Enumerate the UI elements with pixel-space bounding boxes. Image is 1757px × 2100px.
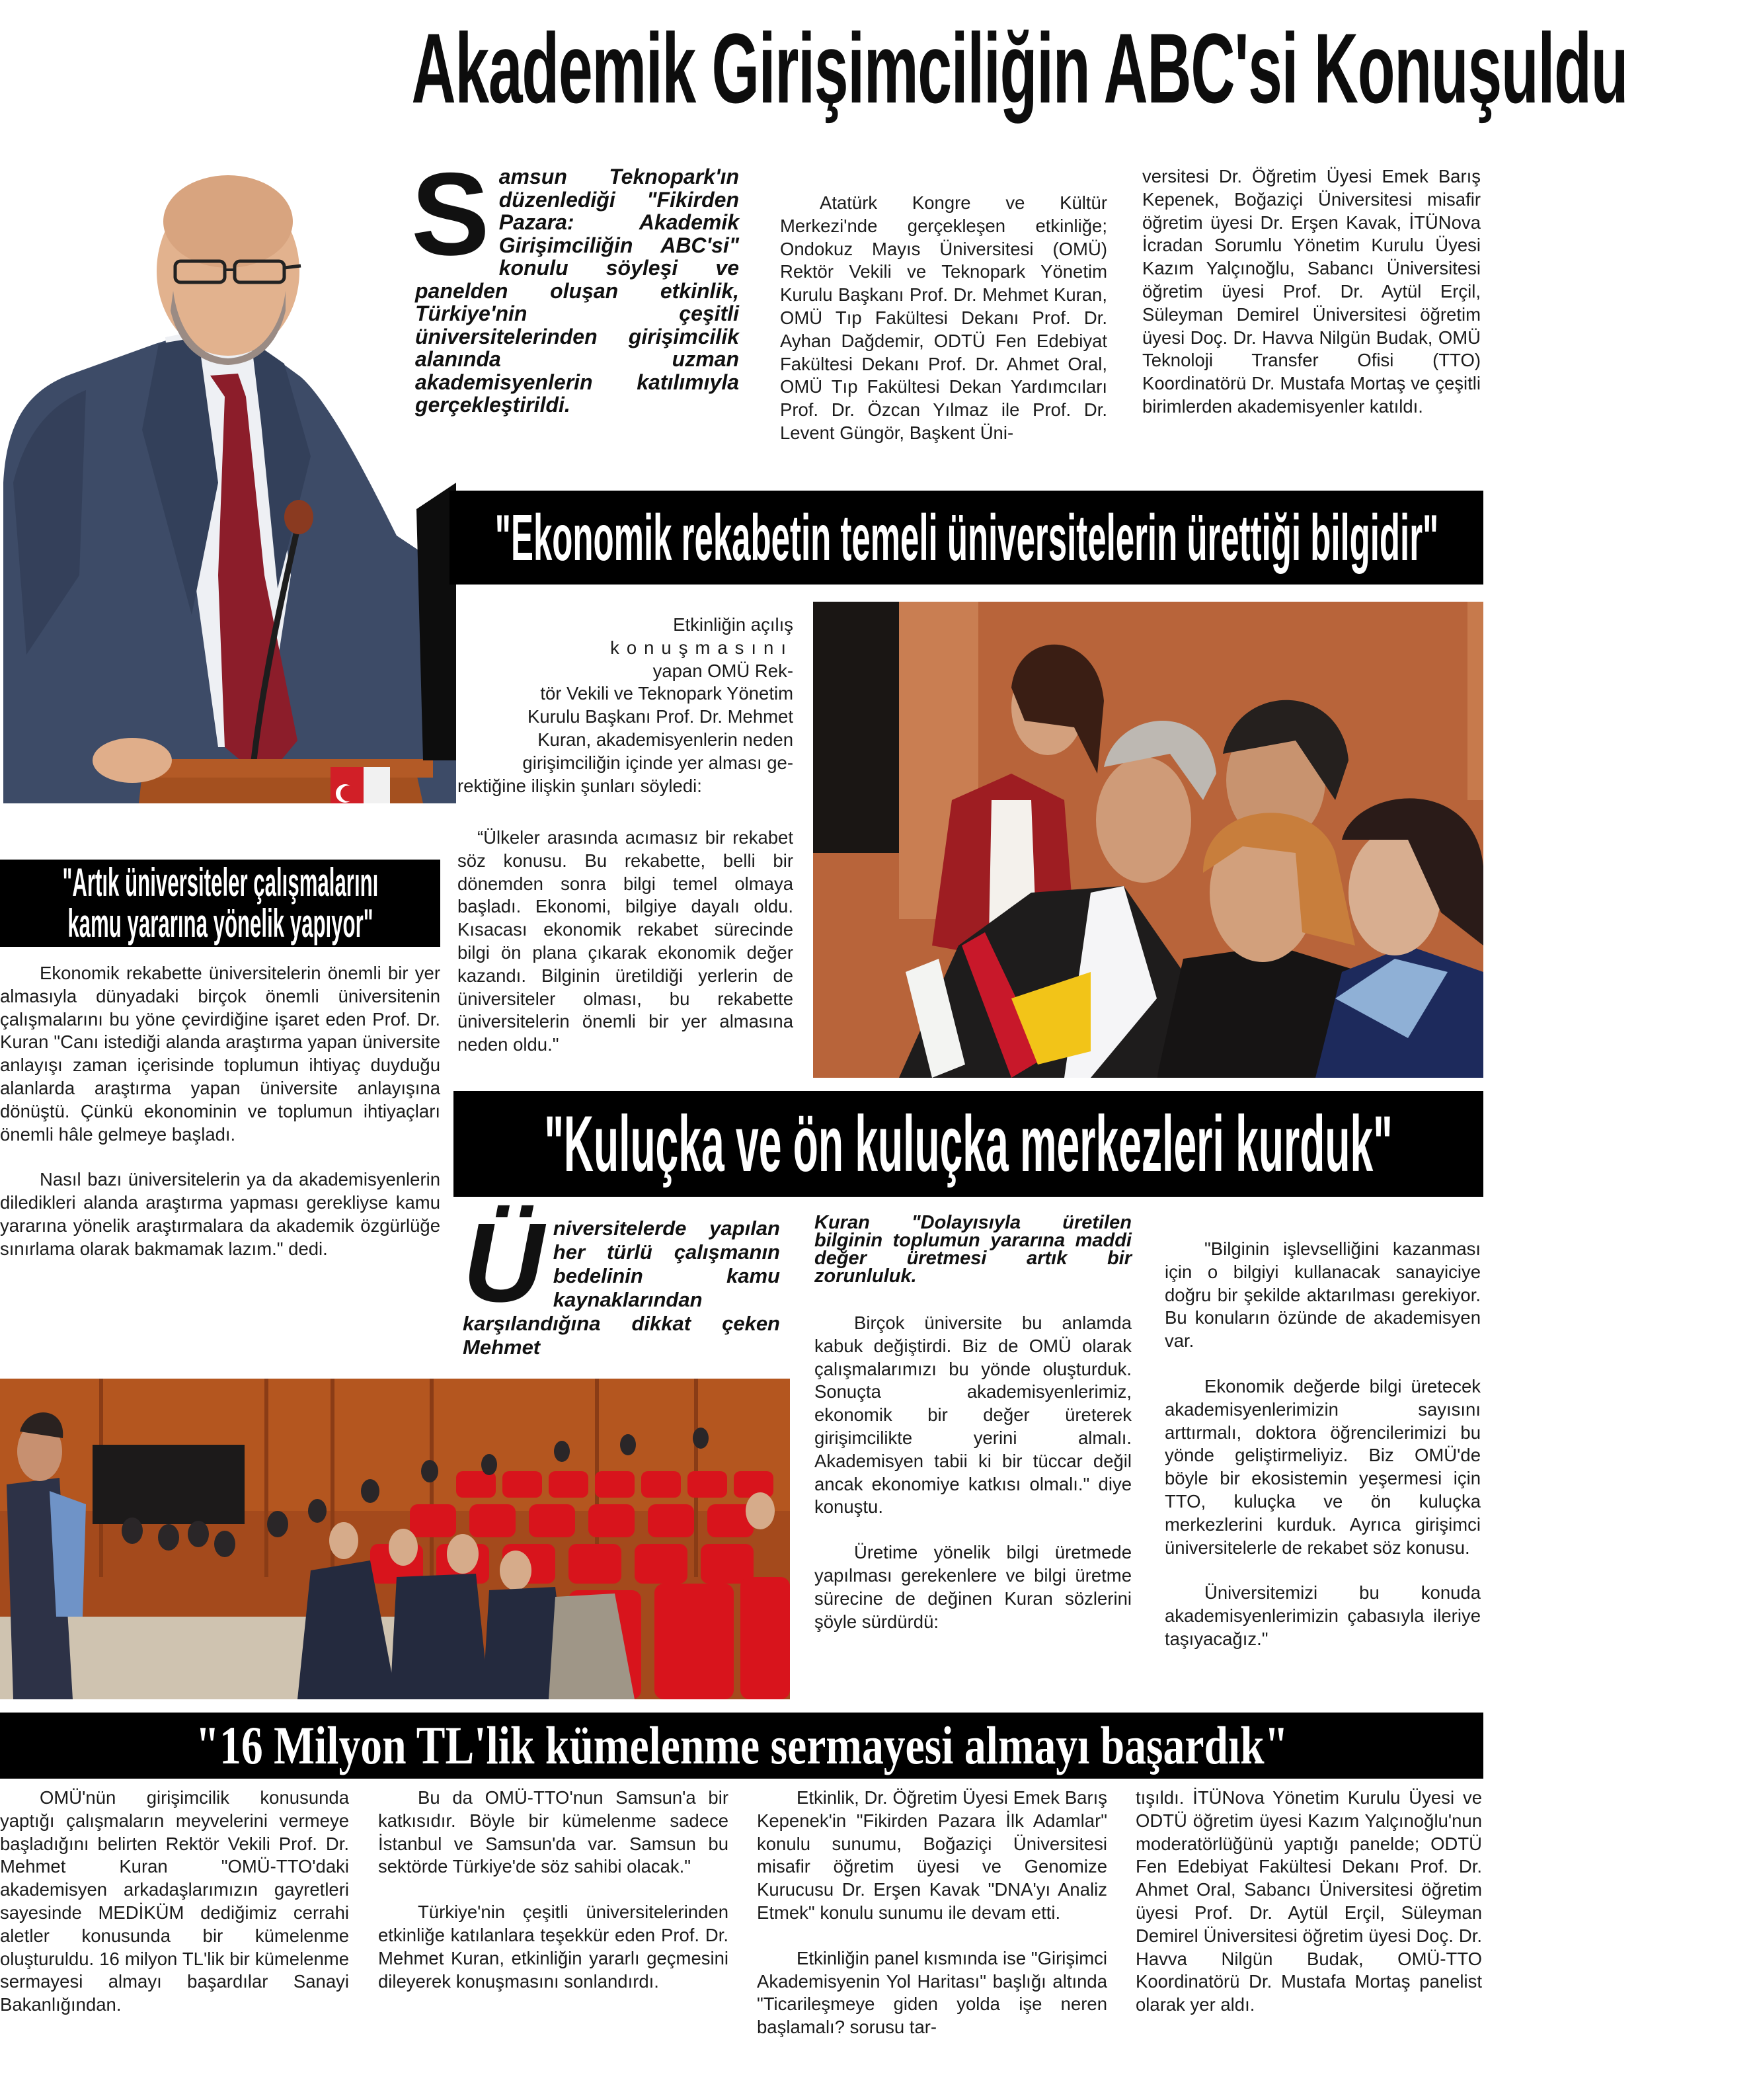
- second-lead-dropcap: Ü: [463, 1200, 544, 1326]
- bottom-article-column-4: [1136, 1787, 1482, 2017]
- paragraph: OMÜ'nün girişimcilik konusunda yaptığı çalışmaların meyvelerini vermeye başladığını belirten Rektör Vekili Prof. Dr. Mehmet Kuran "OMÜ-TTO'daki akademisyen arkadaşlarımızın gayretleri sayesinde MEDİKÜM dediğimiz cerrahi aletler konusunda bir kümelenme oluşturuldu. 16 milyon TL'lik bir kümelenme sermayesi almayı başardılar Sanayi Bakanlığından.: [0, 1787, 349, 2015]
- opening-speech-intro: [457, 614, 793, 797]
- article-column-3: [1142, 165, 1481, 419]
- bottom-article-column-2: [378, 1787, 728, 1993]
- front-row-audience-photo: [813, 602, 1483, 1078]
- text-line: Kuran, akademisyenlerin neden: [537, 729, 793, 750]
- hall-illustration: [0, 1379, 790, 1699]
- subheading-banner-2: [0, 860, 440, 947]
- paragraph: tışıldı. İTÜNova Yönetim Kurulu Üyesi ve ODTÜ öğretim üyesi Kazım Yalçınoğlu'nun moderatörlüğünü yaptığı panelde; ODTÜ Fen Edebiyat Fakültesi Dekanı Prof. Dr. Ahmet Oral, Sabancı Üniversitesi öğretim üyesi Prof. Dr. Aytül Erçil, Süleyman Demirel Üniversitesi öğretim üyesi Doç. Dr. Havva Nilgün Budak, OMÜ-TTO Koordinatörü Dr. Mustafa Mortaş panelist olarak yer aldı.: [1136, 1787, 1482, 2015]
- paragraph: “Ülkeler arasında acımasız bir rekabet söz konusu. Bu rekabette, belli bir dönemden sonra bilgi temel olmaya başladı. Ekonomi, bilgiye dayalı oldu. Kısacası ekonomik rekabet sürecinde bilgi ön plana çıkarak ekonomik değer kazandı. Bilginin üretildiği yerlerin de üniversiteler olması, bu rekabette üniversitelerin önemli bir yer almasına neden oldu.": [457, 827, 793, 1055]
- paragraph: Ekonomik değerde bilgi üretecek akademisyenlerimizin sayısını arttırmalı, doktora öğrencilerimizi bu yönde geliştirmeliyiz. Biz OMÜ'de böyle bir ekosistemin yeşermesi için TTO, kuluçka ve ön kuluçka merkezlerini kurduk. Ayrıca girişimci üniversitelerle de rekabet söz konusu.: [1165, 1375, 1481, 1558]
- text-line: girişimciliğin içinde yer alması ge-: [522, 752, 793, 773]
- text-line: konuşmasını: [610, 637, 793, 658]
- conference-hall-photo: [0, 1379, 790, 1699]
- second-lead-paragraph: [463, 1200, 780, 1359]
- mid-article-column-3: [1165, 1238, 1481, 1651]
- paragraph: Ekonomik rekabette üniversitelerin önemli bir yer almasıyla dünyadaki birçok önemli üniversitenin çalışmalarını bu yöne çevirdiğine işaret eden Prof. Dr. Kuran "Canı istediği alanda araştırma yapan üniversite anlayışı zaman içerisinde toplumun ihtiyaç duyduğu alanlarda araştırma yapan üniversite anlayışına dönüştü. Çünkü ekonominin ve toplumun ihtiyaçları önemli hâle gelmeye başladı.: [0, 963, 440, 1145]
- headline-text: Akademik Girişimciliğin ABC'si Konuşuldu: [411, 13, 1628, 124]
- paragraph: versitesi Dr. Öğretim Üyesi Emek Barış Kepenek, Boğaziçi Üniversitesi misafir öğretim üyesi Dr. Erşen Kavak, İTÜNova İcradan Sorumlu Yönetim Kurulu Üyesi Kazım Yalçınoğlu, Sabancı Üniversitesi öğretim üyesi Prof. Dr. Aytül Erçil, Süleyman Demirel Üniversitesi öğretim üyesi Doç. Dr. Havva Nilgün Budak, OMÜ Teknoloji Transfer Ofisi (TTO) Koordinatörü Dr. Mustafa Mortaş ve çeşitli birimlerden akademisyenler katıldı.: [1142, 166, 1481, 417]
- text-line: tör Vekili ve Teknopark Yönetim: [540, 683, 793, 704]
- paragraph: Etkinlik, Dr. Öğretim Üyesi Emek Barış Kepenek'in "Fikirden Pazara İlk Adamlar" konulu sunumu, Boğaziçi Üniversitesi misafir öğretim üyesi ve Genomize Kurucusu Dr. Erşen Kavak "DNA'yı Analiz Etmek" konulu sunumu ile devam etti.: [757, 1787, 1107, 1923]
- subheading-text: "16 Milyon TL'lik kümelenme sermayesi almayı başardık": [195, 1715, 1288, 1775]
- speaker-photo: [0, 112, 456, 803]
- paragraph: Bu da OMÜ-TTO'nun Samsun'a bir katkısıdır. Böyle bir kümelenme sadece İstanbul ve Samsun'da var. Samsun bu sektörde Türkiye'de söz sahibi olacak.": [378, 1787, 728, 1877]
- subheading-text-line-1: "Artık üniversiteler çalışmalarını: [62, 860, 378, 905]
- subheading-text: "Kuluçka ve ön kuluçka merkezleri kurduk": [544, 1100, 1393, 1188]
- audience-illustration: [813, 602, 1483, 1078]
- paragraph: Türkiye'nin çeşitli üniversitelerinden etkinliğe katılanlara teşekkür eden Prof. Dr. Mehmet Kuran, etkinliğin yararlı geçmesini dileyerek konuşmasını sonlandırdı.: [378, 1902, 728, 1992]
- text-line: Etkinliğin açılış: [673, 614, 793, 635]
- paragraph: Nasıl bazı üniversitelerin ya da akademisyenlerin diledikleri alanda araştırma yapması gerekliyse kamu yararına yönelik araştırmalara da akademik özgürlüğe sınırlama olarak bakmamak lazım." dedi.: [0, 1169, 440, 1259]
- lead-paragraph: [411, 148, 739, 417]
- paragraph: Üretime yönelik bilgi üretmede yapılması gerekenlere ve bilgi üretme sürecine de değinen Kuran sözlerini şöyle sürdürdü:: [814, 1542, 1132, 1632]
- second-lead-continued: Kuran "Dolayısıyla üretilen bilginin toplumun yararına maddi değer üretmesi artık bir zorunluluk.: [814, 1212, 1132, 1287]
- lead-text: amsun Teknopark'ın düzenlediği "Fikirden Pazara: Akademik Girişimciliğin ABC'si" konulu söyleşi ve panelden oluşan etkinlik, Türkiye'nin çeşitli üniversitelerinden girişimcilik alanında uzman akademisyenlerin katılımıyla gerçekleştirildi.: [415, 165, 739, 417]
- text-line: yapan OMÜ Rek-: [652, 660, 793, 681]
- paragraph: Birçok üniversite bu anlamda kabuk değiştirdi. Biz de OMÜ olarak çalışmalarımızı bu yönde oluşturduk. Sonuçta akademisyenlerimiz, ekonomik bir değer üreterek girişimcilikte yerini almalı. Akademisyen tabii ki bir tüccar değil ancak ekonomiye katkısı olmalı." diye konuştu.: [814, 1312, 1132, 1517]
- bottom-article-column-1: [0, 1787, 349, 2017]
- subheading-banner-3: [453, 1091, 1483, 1197]
- paragraph: Etkinliğin panel kısmında ise "Girişimci Akademisyenin Yol Haritası" başlığı altında "Ticarileşmeye giden yolda işe neren başlamalı? sorusu tar-: [757, 1947, 1107, 2038]
- paragraph: Üniversitemizi bu konuda akademisyenlerimizin çabasıyla ileriye taşıyacağız.": [1165, 1582, 1481, 1649]
- subheading-text: "Ekonomik rekabetin temeli üniversitelerin ürettiği bilgidir": [494, 501, 1438, 574]
- article-column-2: [780, 192, 1107, 445]
- subheading-banner-1: [449, 491, 1483, 585]
- mid-article-column-2: [814, 1214, 1132, 1633]
- opening-speech-quote: [457, 827, 793, 1057]
- text-line: Kurulu Başkanı Prof. Dr. Mehmet: [527, 706, 793, 727]
- subheading-banner-4: [0, 1713, 1483, 1779]
- text-line: rektiğine ilişkin şunları söyledi:: [457, 775, 702, 796]
- lead-dropcap: S: [411, 148, 490, 280]
- bottom-article-column-3: [757, 1787, 1107, 2039]
- paragraph: "Bilginin işlevselliğini kazanması için o bilgiyi kullanacak sanayiciye doğru bir şekilde aktarılması gerekiyor. Bu konuların özünde de akademisyen var.: [1165, 1238, 1481, 1352]
- paragraph: Atatürk Kongre ve Kültür Merkezi'nde gerçekleşen etkinliğe; Ondokuz Mayıs Üniversitesi (OMÜ) Rektör Vekili ve Teknopark Yönetim Kurulu Başkanı Prof. Dr. Mehmet Kuran, OMÜ Tıp Fakültesi Dekanı Prof. Dr. Ayhan Dağdemir, ODTÜ Fen Edebiyat Fakültesi Dekanı Prof. Dr. Ahmet Oral, OMÜ Tıp Fakültesi Dekan Yardımcıları Prof. Dr. Özcan Yılmaz ile Prof. Dr. Levent Güngör, Başkent Üni-: [780, 192, 1107, 443]
- second-lead-text: niversitelerde yapılan her türlü çalışmanın bedelinin kamu kaynaklarından karşılandığına dikkat çeken Mehmet: [463, 1217, 780, 1359]
- left-article-column: [0, 962, 440, 1261]
- subheading-text-line-2: kamu yararına yönelik yapıyor": [67, 901, 373, 946]
- speaker-illustration: [0, 112, 456, 803]
